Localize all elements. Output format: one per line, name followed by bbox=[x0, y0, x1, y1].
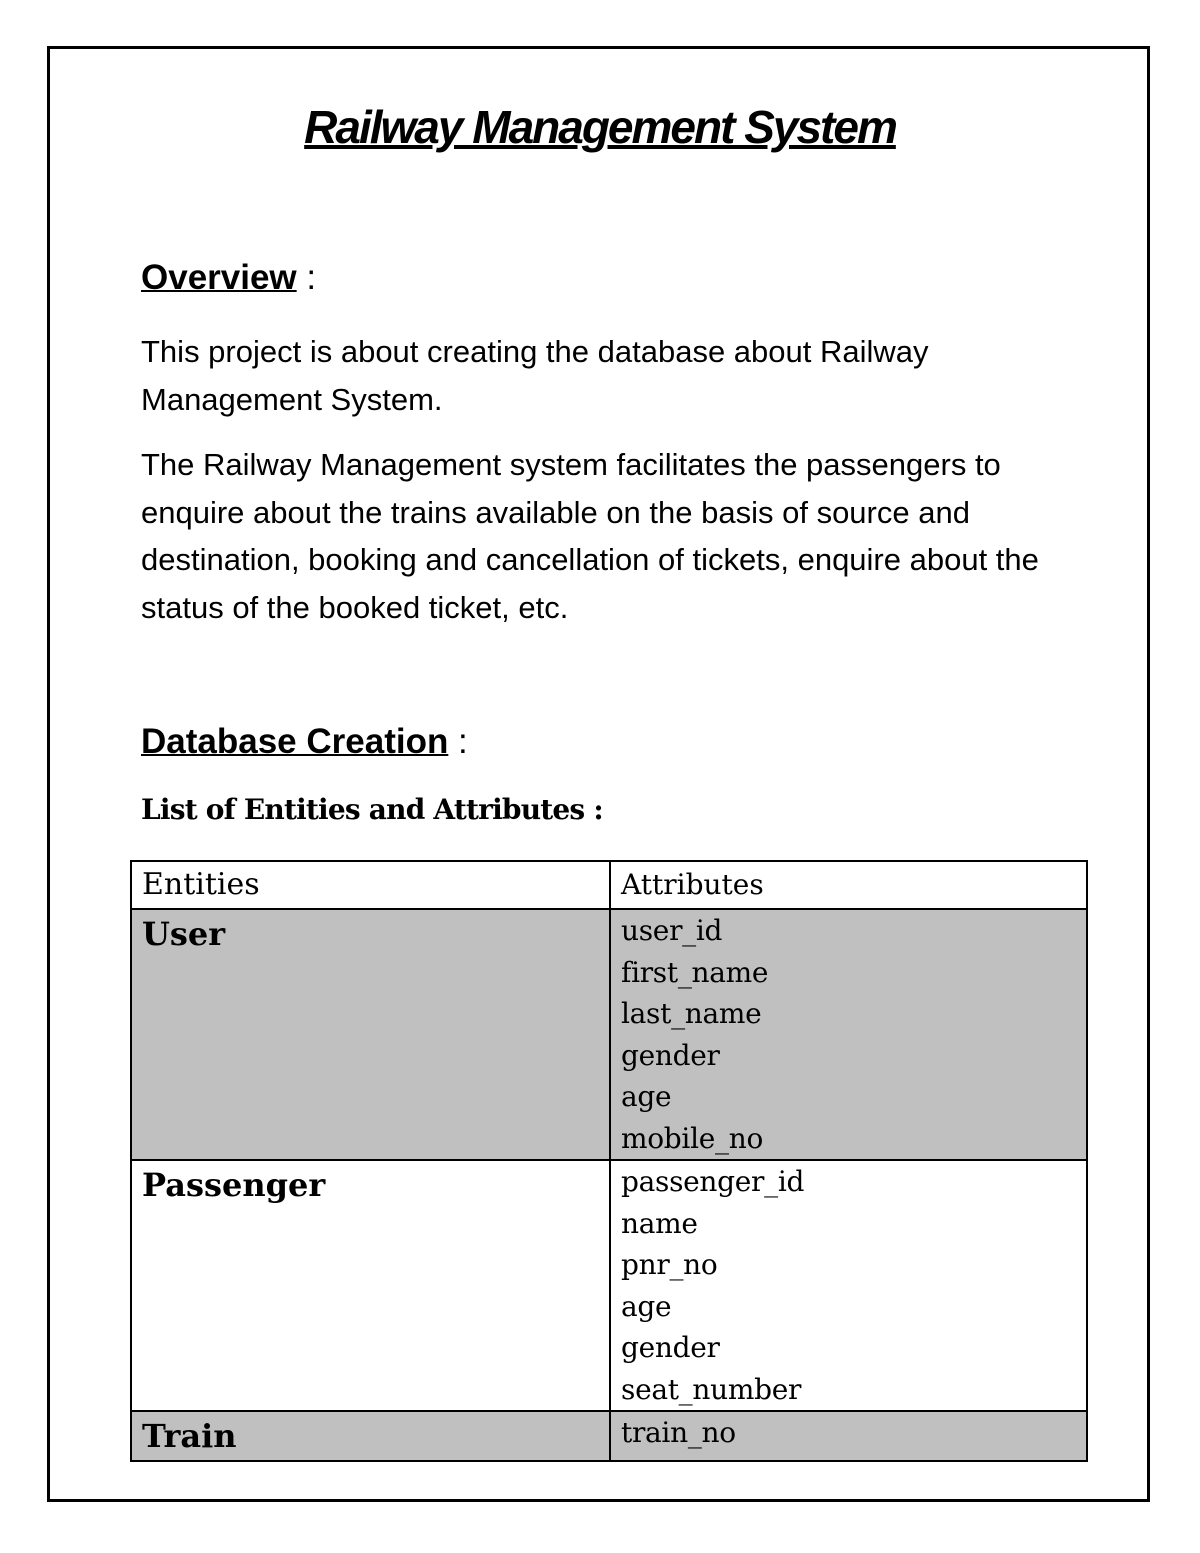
attribute-item: age bbox=[621, 1080, 672, 1113]
entity-cell bbox=[131, 1160, 610, 1411]
entity-name: User bbox=[142, 915, 226, 953]
database-creation-heading-text: Database Creation bbox=[141, 722, 449, 761]
entities-attributes-table bbox=[130, 860, 1088, 1462]
attribute-item: passenger_id bbox=[621, 1165, 805, 1198]
attribute-item: gender bbox=[621, 1331, 720, 1364]
attribute-item: pnr_no bbox=[621, 1248, 718, 1281]
attribute-item: seat_number bbox=[621, 1372, 802, 1406]
overview-paragraph-1: This project is about creating the database about Railway Management System. bbox=[141, 334, 929, 417]
entity-name: Passenger bbox=[142, 1166, 326, 1204]
entities-list-subheading: List of Entities and Attributes : bbox=[141, 793, 603, 826]
attributes-cell bbox=[610, 1411, 1087, 1461]
header-attributes: Attributes bbox=[610, 861, 1087, 909]
overview-heading-text: Overview bbox=[141, 258, 297, 297]
attribute-item: last_name bbox=[621, 997, 762, 1030]
overview-paragraph-2: The Railway Management system facilitates the passengers to enquire about the trains available on the basis of source and destination, booking and cancellation of tickets, enquire about the status of the booked ticket, etc. bbox=[141, 447, 1039, 625]
attribute-item: train_no bbox=[621, 1416, 736, 1449]
entity-name: Train bbox=[142, 1417, 237, 1455]
attribute-item: name bbox=[621, 1206, 698, 1240]
attribute-item: first_name bbox=[621, 955, 769, 989]
table-row bbox=[131, 909, 1087, 1160]
entity-cell bbox=[131, 1411, 610, 1461]
attribute-item: gender bbox=[621, 1038, 720, 1072]
table-row bbox=[131, 1160, 1087, 1411]
overview-heading-colon: : bbox=[296, 258, 317, 297]
database-creation-heading bbox=[141, 722, 468, 762]
attribute-item: age bbox=[621, 1289, 672, 1323]
overview-heading bbox=[141, 258, 316, 298]
document-title: Railway Management System bbox=[304, 101, 896, 153]
table-header-row bbox=[131, 861, 1087, 909]
attributes-cell bbox=[610, 909, 1087, 1160]
header-entities: Entities bbox=[131, 861, 610, 909]
attributes-cell bbox=[610, 1160, 1087, 1411]
entity-cell bbox=[131, 909, 610, 1160]
database-creation-heading-colon: : bbox=[448, 722, 468, 761]
attribute-item: user_id bbox=[621, 914, 723, 947]
attribute-item: mobile_no bbox=[621, 1121, 764, 1155]
table-row bbox=[131, 1411, 1087, 1461]
